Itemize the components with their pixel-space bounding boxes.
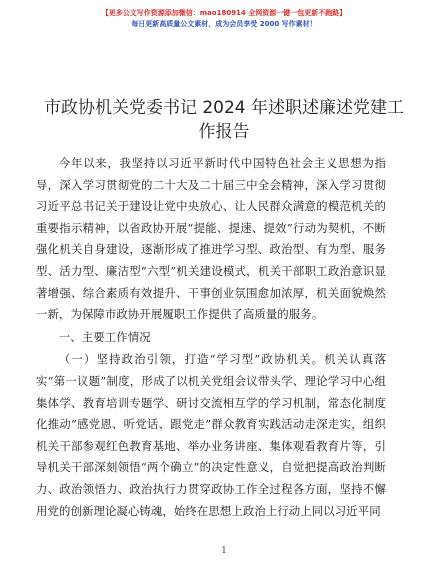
- subsection-paragraph: （一）坚持政治引领，打造“学习型”政协机关。机关认真落实“第一议题”制度，形成了以机关党组会议带头学、理论学习中心组集体学、教育培训专题学、研讨交流相互学的学习机制，常态化制度化推动“感党恩、听党话、跟党走”群众教育实践活动走深走实，组织机关干部参观红色教育基地、举办业务讲座、集体观看教育片等，引导机关干部深刻领悟“两个确立”的决定性意义，自觉把提高政治判断力、政治领悟力、政治执行力贯穿政协工作全过程各方面，坚持不懈用党的创新理论凝心铸魂，始终在思想上政治上行动上同以习近平同: [36, 352, 386, 518]
- document-body: [36, 153, 386, 522]
- header-banner: [0, 8, 448, 30]
- banner-line-promo: 【更多公文写作资源添加微信：mao180914 全网资源一键一包更新不跑路】: [101, 9, 347, 17]
- document-title: 市政协机关党委书记 2024 年述职述廉述党建工作报告: [43, 98, 405, 142]
- page-number: 1: [221, 546, 227, 556]
- intro-paragraph: 今年以来，我坚持以习近平新时代中国特色社会主义思想为指导，深入学习贯彻党的二十大及二十届三中全会精神，深入学习贯彻习近平总书记关于建设让党中央放心、让人民群众满意的模范机关的重要指示精神，以省政协开展“提能、提速、提效”行动为契机，不断强化机关自身建设，逐渐形成了推进学习型、政治型、有为型、服务型、活力型、廉洁型“六型”机关建设模式，机关干部职工政治意识显著增强、综合素质有效提升、干事创业氛围愈加浓厚，机关面貌焕然一新，为保障市政协开展履职工作提供了高质量的服务。: [36, 156, 386, 322]
- banner-line-membership: 每日更新高质量公文素材，成为会员享受 2000 写作素材！: [131, 20, 317, 28]
- section-heading: 一、主要工作情况: [58, 329, 151, 344]
